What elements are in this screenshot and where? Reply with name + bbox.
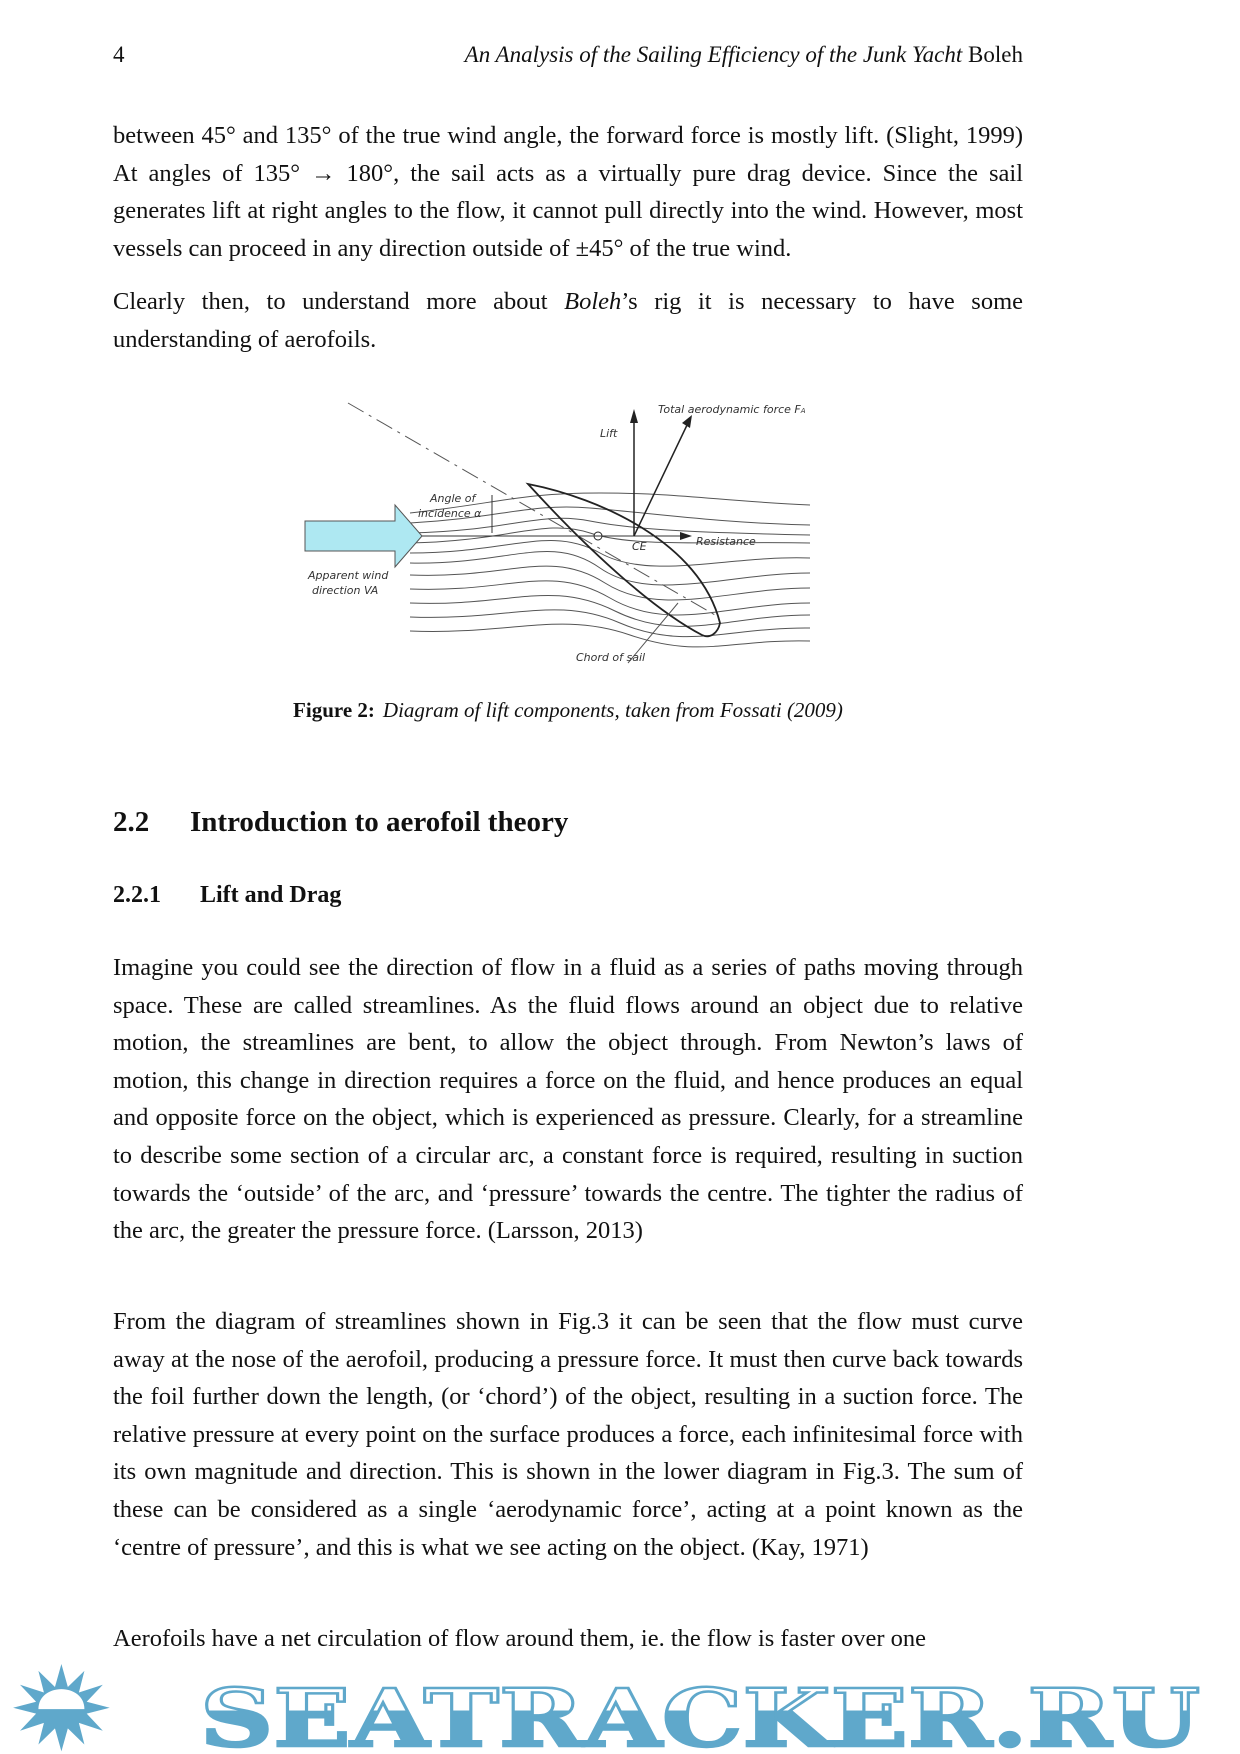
lift-arrowhead-icon	[630, 409, 638, 423]
paragraph-text: Imagine you could see the direction of flow in a fluid as a series of paths moving through space. These are called streamlines. As the fluid flows around an object due to relative motion, the streamlines are bent, to allow the object through. From Newton’s laws of motion, this change in direction requires a force on the fluid, and hence produces an equal and opposite force on the object, which is experienced as pressure. Clearly, for a streamline to describe some section of a circular arc, a constant force is required, resulting in suction towards the ‘outside’ of the arc, and ‘pressure’ towards the centre. The tighter the radius of the arc, the greater the pressure force. (Larsson, 2013)	[113, 954, 1023, 1245]
text-run: ’s rig it is necessary to have some understanding of aerofoils.	[113, 288, 1024, 353]
resistance-arrowhead-icon	[680, 532, 692, 540]
label-resistance: Resistance	[696, 535, 756, 548]
total-force-arrowhead-icon	[682, 415, 692, 428]
running-title	[465, 42, 1023, 68]
label-angle-2: incidence α	[418, 507, 482, 520]
section-title: Introduction to aerofoil theory	[190, 806, 569, 838]
total-force-vector	[634, 423, 688, 536]
paragraph-5	[113, 1620, 1023, 1658]
sun-logo-icon	[13, 1664, 110, 1751]
paragraph-1	[113, 117, 1023, 267]
lift-components-diagram	[300, 383, 830, 679]
label-angle-1: Angle of	[430, 492, 476, 505]
label-wind-2: direction VA	[312, 584, 379, 597]
paragraph-2	[113, 283, 1023, 358]
caption-text: Diagram of lift components, taken from Fossati (2009)	[382, 698, 843, 722]
paragraph-text: From the diagram of streamlines shown in Fig.3 it can be seen that the flow must curve away at the nose of the aerofoil, producing a pressure force. It must then curve back towards the foil further down the length, (or ‘chord’) of the object, resulting in a suction force. The relative pressure at every point on the surface produces a force, each infinitesimal force with its own magnitude and direction. This is shown in the lower diagram in Fig.3. The sum of these can be considered as a single ‘aerodynamic force’, acting at a point known as the ‘centre of pressure’, and this is what we see acting on the object. (Kay, 1971)	[113, 1308, 1023, 1561]
caption-label: Figure 2:	[293, 698, 375, 722]
label-ce: CE	[632, 540, 647, 553]
subsection-heading-2-2-1	[113, 882, 341, 909]
running-title-italic: An Analysis of the Sailing Efficiency of the Junk Yacht	[464, 42, 963, 67]
paragraph-text: Aerofoils have a net circulation of flow around them, ie. the flow is faster over one	[113, 1625, 926, 1652]
watermark-text: SEATRACKER.RU	[200, 1671, 1200, 1754]
label-lift: Lift	[600, 427, 618, 440]
figure-caption	[113, 698, 1023, 723]
emphasis-boleh: Boleh	[564, 288, 622, 315]
section-number: 2.2	[113, 806, 150, 838]
paragraph-text: between 45° and 135° of the true wind angle, the forward force is mostly lift. (Slight, 1999) At angles of 135° → 180°, the sail acts as a virtually pure drag device. Since the sail generates lift at right angles to the flow, it cannot pull directly into the wind. However, most vessels can proceed in any direction outside of ±45° of the true wind.	[113, 122, 1023, 262]
paragraph-3	[113, 949, 1023, 1250]
subsection-number: 2.2.1	[113, 882, 161, 908]
paragraph-4	[113, 1303, 1023, 1566]
label-chord: Chord of sail	[576, 651, 646, 664]
label-total-force: Total aerodynamic force FA	[658, 403, 806, 416]
label-wind-1: Apparent wind	[308, 569, 389, 582]
section-heading-2-2	[113, 806, 568, 839]
chord-line	[348, 403, 715, 615]
page-number: 4	[113, 42, 125, 67]
seatracker-watermark	[0, 1664, 1240, 1754]
subsection-title: Lift and Drag	[200, 882, 342, 908]
paragraph-text	[113, 283, 1023, 358]
text-run: Clearly then, to understand more about	[113, 288, 565, 315]
running-title-roman: Boleh	[968, 42, 1023, 67]
wind-arrow-icon	[305, 505, 422, 567]
